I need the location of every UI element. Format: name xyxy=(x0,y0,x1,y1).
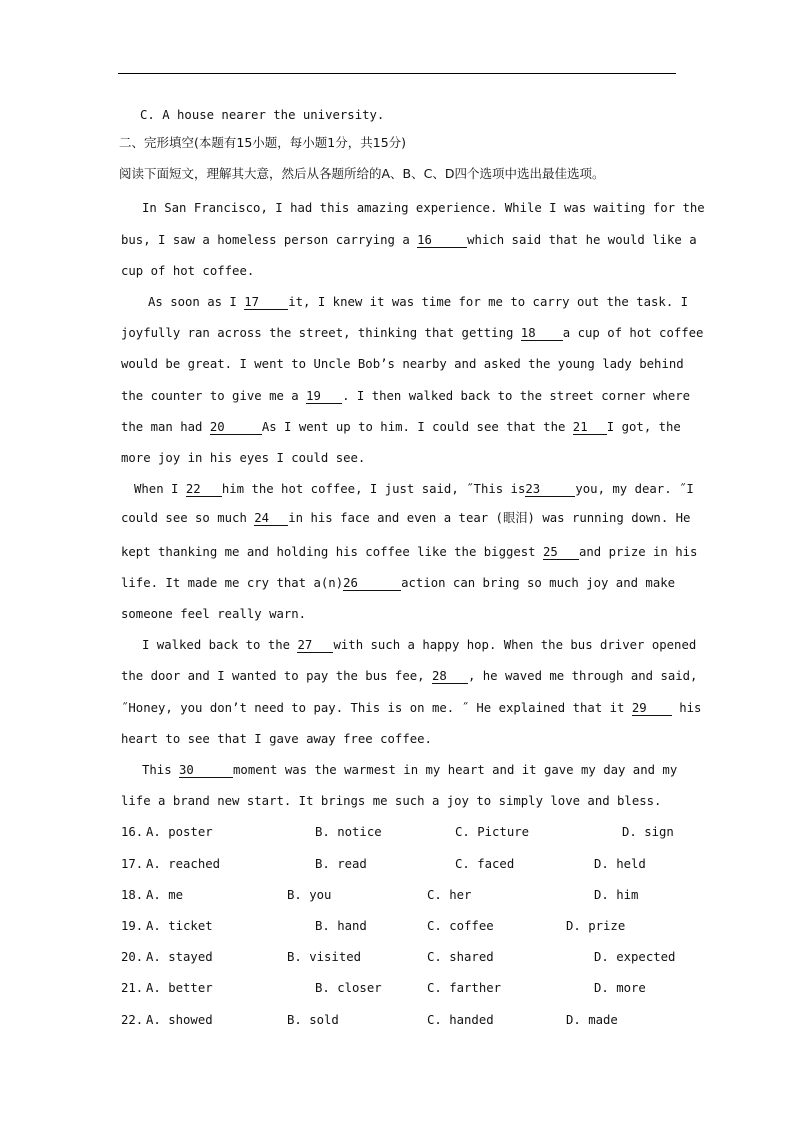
passage-line: This 30 moment was the warmest in my heart and it gave my day and my xyxy=(142,763,678,777)
option-d[interactable]: D. him xyxy=(594,888,639,902)
option-b[interactable]: B. notice xyxy=(315,825,382,839)
option-b[interactable]: B. visited xyxy=(287,950,362,964)
passage-line: As soon as I 17 it, I knew it was time for me to carry out the task. I xyxy=(148,295,689,309)
blank-25[interactable]: 25 xyxy=(543,545,579,560)
passage-line: more joy in his eyes I could see. xyxy=(121,451,366,465)
passage-line: When I 22 him the hot coffee, I just said, ˝This is23 you, my dear. ˝I xyxy=(134,482,694,496)
question-number: 19. xyxy=(121,919,144,933)
option-d[interactable]: D. held xyxy=(594,857,646,871)
passage-line: would be great. I went to Uncle Bob’s nearby and asked the young lady behind xyxy=(121,357,684,371)
option-a[interactable]: A. stayed xyxy=(146,950,213,964)
blank-19[interactable]: 19 xyxy=(306,389,342,404)
option-a[interactable]: A. reached xyxy=(146,857,221,871)
option-b[interactable]: B. hand xyxy=(315,919,367,933)
option-b[interactable]: B. you xyxy=(287,888,332,902)
passage-line: the man had 20 As I went up to him. I could see that the 21 I got, the xyxy=(121,420,681,434)
header-rule xyxy=(118,73,676,74)
option-d[interactable]: D. expected xyxy=(594,950,676,964)
blank-27[interactable]: 27 xyxy=(297,638,333,653)
option-c[interactable]: C. coffee xyxy=(427,919,494,933)
option-d[interactable]: D. made xyxy=(566,1013,618,1027)
option-c[interactable]: C. Picture xyxy=(455,825,530,839)
passage-line: life a brand new start. It brings me such a joy to simply love and bless. xyxy=(121,794,662,808)
option-d[interactable]: D. sign xyxy=(622,825,674,839)
option-b[interactable]: B. sold xyxy=(287,1013,339,1027)
option-a[interactable]: A. ticket xyxy=(146,919,213,933)
option-a[interactable]: A. poster xyxy=(146,825,213,839)
question-number: 21. xyxy=(121,981,144,995)
blank-26[interactable]: 26 xyxy=(343,576,401,591)
blank-17[interactable]: 17 xyxy=(244,295,288,310)
blank-22[interactable]: 22 xyxy=(186,482,222,497)
option-b[interactable]: B. read xyxy=(315,857,367,871)
previous-answer-option: C. A house nearer the university. xyxy=(140,108,385,122)
passage-line: the door and I wanted to pay the bus fee, 28 , he waved me through and said, xyxy=(121,669,698,683)
passage-line: life. It made me cry that a(n)26 action can bring so much joy and make xyxy=(121,576,676,590)
blank-21[interactable]: 21 xyxy=(573,420,607,435)
blank-24[interactable]: 24 xyxy=(254,511,288,526)
option-a[interactable]: A. showed xyxy=(146,1013,213,1027)
option-c[interactable]: C. faced xyxy=(455,857,515,871)
blank-29[interactable]: 29 xyxy=(632,701,672,716)
question-number: 16. xyxy=(121,825,144,839)
passage-line: ˝Honey, you don’t need to pay. This is on me. ˝ He explained that it 29 his xyxy=(121,701,702,715)
option-a[interactable]: A. me xyxy=(146,888,184,902)
question-number: 18. xyxy=(121,888,144,902)
passage-line: I walked back to the 27 with such a happy hop. When the bus driver opened xyxy=(142,638,697,652)
passage-line: kept thanking me and holding his coffee like the biggest 25 and prize in his xyxy=(121,545,698,559)
passage-line: heart to see that I gave away free coffee. xyxy=(121,732,432,746)
passage-line: could see so much 24 in his face and even a tear (眼泪) was running down. He xyxy=(121,511,691,525)
blank-28[interactable]: 28 xyxy=(432,669,468,684)
question-number: 22. xyxy=(121,1013,144,1027)
option-d[interactable]: D. more xyxy=(594,981,646,995)
option-c[interactable]: C. handed xyxy=(427,1013,494,1027)
option-a[interactable]: A. better xyxy=(146,981,213,995)
passage-line: bus, I saw a homeless person carrying a 16 which said that he would like a xyxy=(121,233,697,247)
blank-23[interactable]: 23 xyxy=(525,482,575,497)
passage-line: In San Francisco, I had this amazing experience. While I was waiting for the xyxy=(142,201,705,215)
blank-30[interactable]: 30 xyxy=(179,763,233,778)
option-c[interactable]: C. farther xyxy=(427,981,502,995)
blank-20[interactable]: 20 xyxy=(210,420,262,435)
instructions: 阅读下面短文，理解其大意，然后从各题所给的A、B、C、D四个选项中选出最佳选项。 xyxy=(119,166,605,181)
blank-16[interactable]: 16 xyxy=(417,233,467,248)
question-number: 20. xyxy=(121,950,144,964)
passage-line: cup of hot coffee. xyxy=(121,264,255,278)
passage-line: joyfully ran across the street, thinking that getting 18 a cup of hot coffee xyxy=(121,326,704,340)
blank-18[interactable]: 18 xyxy=(521,326,563,341)
option-c[interactable]: C. her xyxy=(427,888,472,902)
option-c[interactable]: C. shared xyxy=(427,950,494,964)
section-title: 二、完形填空(本题有15小题，每小题1分，共15分) xyxy=(119,135,407,150)
question-number: 17. xyxy=(121,857,144,871)
option-b[interactable]: B. closer xyxy=(315,981,382,995)
passage-line: the counter to give me a 19 . I then walked back to the street corner where xyxy=(121,389,691,403)
passage-line: someone feel really warn. xyxy=(121,607,307,621)
option-d[interactable]: D. prize xyxy=(566,919,626,933)
